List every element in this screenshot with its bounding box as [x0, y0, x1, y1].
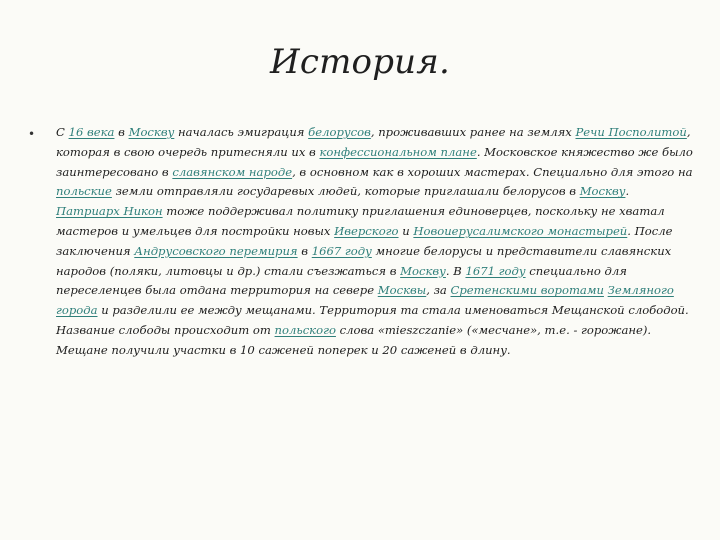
text-run: , которая в свою очередь притесняли их в	[56, 125, 691, 159]
slide-title: История.	[270, 42, 450, 82]
hyperlink[interactable]: Москву	[400, 263, 446, 278]
hyperlink[interactable]: Иверского	[334, 223, 399, 238]
hyperlink[interactable]: конфессиональном плане	[319, 144, 477, 159]
text-run: , в основном как в хороших мастерах. Специально для этого на	[292, 164, 693, 179]
hyperlink[interactable]: польские	[56, 184, 112, 199]
text-run: . В	[445, 263, 466, 278]
hyperlink[interactable]: Патриарх Никон	[56, 204, 163, 219]
text-run: . Московское княжество же было заинтересовано в	[56, 144, 693, 179]
hyperlink[interactable]: 1671 году	[465, 263, 526, 278]
hyperlink[interactable]: Москву	[579, 184, 626, 199]
bullet-marker: •	[28, 127, 36, 141]
hyperlink[interactable]: 16 века	[68, 125, 115, 139]
text-run: и	[398, 223, 414, 238]
text-run: началась эмиграция	[174, 125, 309, 139]
hyperlink[interactable]: Москву	[128, 125, 175, 139]
hyperlink[interactable]: Сретенскими воротами	[450, 283, 604, 298]
body-paragraph	[56, 123, 696, 361]
text-run: многие белорусы и представители славянских народов (поляки, литовцы и др.) стали съезжаться в	[56, 243, 672, 278]
hyperlink[interactable]: славянском народе	[172, 164, 293, 179]
hyperlink[interactable]: белорусов	[308, 125, 371, 139]
text-run: в	[297, 243, 312, 258]
text-run: тоже поддерживал политику приглашения единоверцев, поскольку не хватал мастеров и умельцев для постройки новых	[56, 204, 665, 238]
text-run: . После заключения	[56, 223, 673, 258]
hyperlink[interactable]: польского	[274, 322, 336, 337]
text-run: , за	[426, 283, 451, 298]
text-run: и разделили ее между мещанами. Территория та стала именоваться Мещанской слободой. Название слободы происходит от	[56, 303, 689, 337]
hyperlink[interactable]: Земляного города	[56, 283, 674, 318]
text-run: слова «mieszczanie» («месчане», т.е. - горожане). Мещане получили участки в 10 саженей поперек и 20 саженей в длину.	[56, 322, 652, 357]
text-run: , проживавших ранее на землях	[370, 125, 576, 139]
text-run: .	[625, 184, 630, 199]
hyperlink[interactable]: Новоиерусалимского монастырей	[413, 223, 628, 238]
text-run: в	[114, 125, 129, 139]
text-run: С	[56, 125, 69, 139]
text-run: земли отправляли государевых людей, которые приглашали белорусов в	[111, 184, 580, 199]
hyperlink[interactable]: Москвы	[377, 283, 427, 298]
hyperlink[interactable]: Андрусовского перемирия	[134, 243, 298, 258]
hyperlink[interactable]: 1667 году	[311, 243, 372, 258]
text-run: специально для переселенцев была отдана территория на севере	[56, 263, 627, 298]
hyperlink[interactable]: Речи Посполитой	[575, 125, 687, 139]
